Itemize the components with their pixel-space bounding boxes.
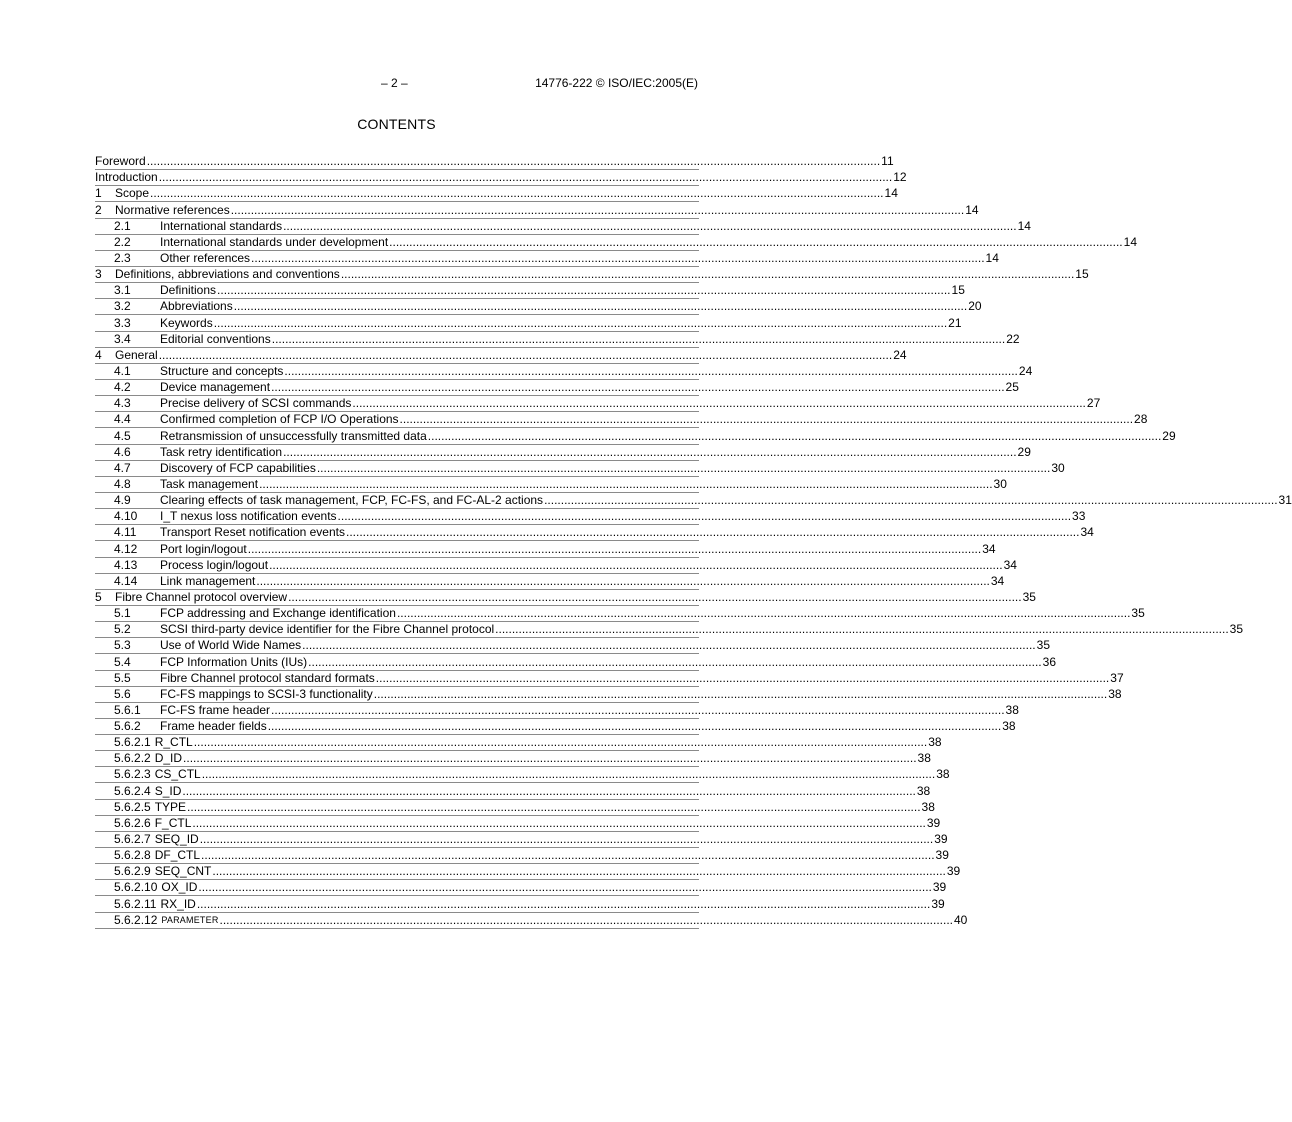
toc-entry-title: DF_CTL [154, 848, 201, 863]
toc-entry-number: 4.11 [114, 525, 137, 540]
toc-entry-title: Link management [160, 573, 256, 588]
toc-entry[interactable] [95, 234, 1137, 251]
dot-leader: ............................................................................................................................................................................................................................ [199, 832, 934, 847]
toc-entry-page: 34 [990, 573, 1005, 588]
toc-entry-title: Fibre Channel protocol overview [115, 589, 288, 604]
dot-leader: ............................................................................................................................................................................................................................ [219, 912, 953, 927]
dot-leader: ............................................................................................................................................................................................................................ [192, 815, 926, 830]
dot-leader: ............................................................................................................................................................................................................................ [396, 606, 1131, 621]
toc-entry-number: 4.6 [114, 444, 131, 459]
dot-leader: ............................................................................................................................................................................................................................ [158, 170, 893, 185]
dot-leader: ............................................................................................................................................................................................................................ [212, 864, 946, 879]
toc-entry-title: Task retry identification [160, 444, 283, 459]
toc-entry-page: 22 [1006, 331, 1020, 346]
toc-entry-number: 5.6.2.5 [114, 799, 151, 814]
toc-entry-number: 5.6.2.7 [114, 832, 151, 847]
toc-entry-title: Process login/logout [160, 557, 269, 572]
toc-entry-page: 30 [1051, 460, 1065, 475]
toc-entry-page: 38 [928, 735, 942, 750]
toc-entry-page: 29 [1017, 444, 1031, 459]
toc-entry-page: 30 [993, 476, 1007, 491]
toc-entry-title: FC-FS frame header [160, 702, 271, 717]
toc-entry[interactable] [95, 444, 1031, 461]
dot-leader: ............................................................................................................................................................................................................................ [399, 412, 1134, 427]
toc-entry[interactable] [95, 912, 968, 929]
toc-entry-number: 3.1 [114, 283, 131, 298]
dot-leader: ............................................................................................................................................................................................................................ [183, 751, 917, 766]
toc-entry-title: Introduction [95, 170, 158, 185]
dot-leader: ............................................................................................................................................................................................................................ [271, 331, 1006, 346]
toc-entry-number: 5.6.2.6 [114, 815, 151, 830]
toc-entry[interactable] [95, 250, 999, 267]
toc-entry[interactable] [95, 622, 1244, 638]
toc-entry[interactable] [95, 896, 945, 912]
toc-entry-number: 4.4 [114, 412, 131, 427]
toc-entry[interactable] [95, 638, 1050, 654]
toc-entry-number: 5.6.2.8 [114, 848, 151, 863]
toc-entry-page: 39 [946, 864, 961, 879]
dot-leader: ............................................................................................................................................................................................................................ [230, 202, 965, 217]
toc-entry-number: 5 [95, 589, 102, 604]
toc-entry[interactable] [95, 751, 931, 767]
toc-entry-page: 34 [982, 541, 996, 556]
toc-entry-page: 38 [1005, 702, 1019, 717]
toc-entry[interactable] [95, 476, 1007, 493]
toc-entry-page: 20 [968, 299, 982, 314]
toc-entry-number: 3.2 [114, 299, 131, 314]
toc-entry-number: 3.4 [114, 331, 131, 346]
toc-entry[interactable] [95, 702, 1019, 719]
toc-entry-number: 4.10 [114, 509, 138, 524]
toc-entry[interactable] [95, 815, 941, 832]
dot-leader: ............................................................................................................................................................................................................................ [389, 234, 1123, 249]
toc-entry-page: 37 [1110, 670, 1124, 685]
document-reference: 14776-222 © ISO/IEC:2005(E) [535, 76, 698, 90]
toc-entry-number: 5.4 [114, 654, 131, 669]
toc-entry[interactable] [95, 686, 1122, 703]
toc-entry-title: TYPE [154, 799, 187, 814]
toc-entry-title: Other references [160, 250, 251, 265]
toc-entry[interactable] [95, 864, 961, 880]
toc-entry[interactable] [95, 283, 965, 299]
toc-entry-title: D_ID [154, 751, 183, 766]
toc-entry-title: Confirmed completion of FCP I/O Operations [160, 412, 399, 427]
toc-entry-number: 4 [95, 347, 102, 362]
toc-entry[interactable] [95, 202, 979, 218]
toc-entry-page: 12 [893, 170, 907, 185]
toc-entry-page: 14 [884, 186, 898, 201]
toc-entry[interactable] [95, 412, 1148, 428]
dot-leader: ............................................................................................................................................................................................................................ [198, 880, 932, 895]
toc-entry-title: Use of World Wide Names [160, 638, 302, 653]
toc-entry[interactable] [95, 315, 962, 331]
toc-entry-page: 39 [935, 848, 949, 863]
toc-entry-page: 38 [916, 783, 931, 798]
dot-leader: ............................................................................................................................................................................................................................ [345, 525, 1080, 540]
page-number: – 2 – [381, 76, 408, 90]
toc-entry[interactable] [95, 557, 1017, 574]
toc-entry[interactable] [95, 218, 1031, 235]
toc-entry-title: SEQ_CNT [154, 864, 212, 879]
toc-entry-title: FC-FS mappings to SCSI-3 functionality [160, 686, 373, 701]
toc-entry-page: 35 [1036, 638, 1050, 653]
toc-entry-number: 1 [95, 186, 102, 201]
dot-leader: ............................................................................................................................................................................................................................ [233, 299, 968, 314]
dot-leader: ............................................................................................................................................................................................................................ [302, 638, 1036, 653]
toc-entry-page: 35 [1229, 622, 1244, 637]
toc-entry-title: Definitions, abbreviations and conventions [115, 267, 340, 282]
toc-entry-number: 5.6.1 [114, 702, 141, 717]
toc-entry[interactable] [95, 154, 894, 170]
toc-entry[interactable] [95, 428, 1176, 444]
toc-entry-title: Scope [115, 186, 150, 201]
toc-entry[interactable] [95, 331, 1020, 348]
dot-leader: ............................................................................................................................................................................................................................ [196, 896, 931, 911]
toc-entry-page: 38 [1108, 686, 1122, 701]
dot-leader: ............................................................................................................................................................................................................................ [308, 654, 1042, 669]
dot-leader: ............................................................................................................................................................................................................................ [283, 218, 1017, 233]
toc-entry-title: Foreword [95, 154, 146, 169]
toc-entry-page: 15 [951, 283, 965, 298]
dot-leader: ............................................................................................................................................................................................................................ [373, 686, 1108, 701]
toc-entry-number: 2.1 [114, 218, 131, 233]
toc-entry[interactable] [95, 832, 948, 848]
toc-entry-title: F_CTL [154, 815, 192, 830]
toc-entry-page: 14 [1017, 218, 1031, 233]
toc-entry-page: 40 [954, 912, 968, 927]
toc-entry-title: Discovery of FCP capabilities [160, 460, 316, 475]
toc-entry-page: 35 [1022, 589, 1036, 604]
dot-leader: ............................................................................................................................................................................................................................ [340, 267, 1075, 282]
toc-entry-title: Fibre Channel protocol standard formats [160, 670, 375, 685]
toc-entry[interactable] [95, 880, 947, 896]
dot-leader: ............................................................................................................................................................................................................................ [427, 428, 1162, 443]
toc-entry-title: SEQ_ID [154, 832, 199, 847]
toc-entry-page: 36 [1042, 654, 1056, 669]
toc-entry-number: 4.1 [114, 363, 131, 378]
toc-entry-number: 2.2 [114, 234, 131, 249]
toc-entry[interactable] [95, 670, 1124, 687]
dot-leader: ............................................................................................................................................................................................................................ [201, 848, 935, 863]
toc-entry-number: 5.6.2.4 [114, 783, 151, 798]
toc-entry-page: 24 [893, 347, 907, 362]
toc-entry-page: 38 [921, 799, 935, 814]
toc-entry-number: 5.5 [114, 670, 131, 685]
toc-entry-number: 2 [95, 202, 102, 217]
toc-entry-page: 39 [926, 815, 941, 830]
toc-entry-page: 34 [1080, 525, 1094, 540]
toc-entry-page: 29 [1162, 428, 1176, 443]
dot-leader: ............................................................................................................................................................................................................................ [193, 735, 928, 750]
toc-entry-page: 38 [1002, 719, 1016, 734]
toc-entry-number: 4.2 [114, 380, 131, 395]
toc-entry-number: 5.6.2.9 [114, 864, 151, 879]
toc-entry[interactable] [95, 783, 931, 799]
dot-leader: ............................................................................................................................................................................................................................ [271, 380, 1005, 395]
toc-entry[interactable] [95, 589, 1036, 606]
dot-leader: ............................................................................................................................................................................................................................ [495, 622, 1229, 637]
table-of-contents [95, 154, 1292, 929]
toc-entry-title: Definitions [160, 283, 217, 298]
toc-entry-title: CS_CTL [154, 767, 201, 782]
toc-entry-title: Port login/logout [160, 541, 247, 556]
toc-entry-page: 14 [985, 250, 999, 265]
toc-entry-number: 4.8 [114, 476, 131, 491]
dot-leader: ............................................................................................................................................................................................................................ [337, 509, 1072, 524]
toc-entry-page: 25 [1005, 380, 1019, 395]
page-title: CONTENTS [357, 116, 436, 132]
dot-leader: ............................................................................................................................................................................................................................ [544, 493, 1278, 508]
toc-entry-page: 33 [1072, 509, 1086, 524]
toc-entry[interactable] [95, 606, 1145, 622]
toc-entry[interactable] [95, 363, 1033, 380]
toc-entry-number: 4.3 [114, 396, 131, 411]
toc-entry-title: PARAMETER [161, 914, 219, 925]
toc-entry-title: Structure and concepts [160, 363, 284, 378]
dot-leader: ............................................................................................................................................................................................................................ [150, 186, 884, 201]
toc-entry-number: 5.6 [114, 686, 131, 701]
toc-entry-page: 28 [1134, 412, 1148, 427]
toc-entry-title: International standards under development [160, 234, 389, 249]
toc-entry[interactable] [95, 719, 1016, 735]
toc-entry[interactable] [95, 299, 982, 315]
toc-entry[interactable] [95, 573, 1005, 590]
toc-entry-page: 31 [1278, 493, 1292, 508]
toc-entry[interactable] [95, 525, 1094, 541]
toc-entry-number: 4.14 [114, 573, 138, 588]
toc-entry-page: 24 [1018, 363, 1033, 378]
dot-leader: ............................................................................................................................................................................................................................ [316, 460, 1051, 475]
toc-entry-title: RX_ID [160, 896, 196, 911]
toc-entry[interactable] [95, 493, 1292, 509]
toc-entry[interactable] [95, 396, 1101, 412]
dot-leader: ............................................................................................................................................................................................................................ [217, 283, 951, 298]
toc-entry-title: Normative references [115, 202, 230, 217]
toc-entry-title: General [115, 347, 158, 362]
toc-entry[interactable] [95, 767, 950, 783]
toc-entry-title: FCP addressing and Exchange identification [160, 606, 396, 621]
toc-entry-title: Task management [160, 476, 259, 491]
dot-leader: ............................................................................................................................................................................................................................ [247, 541, 982, 556]
toc-entry-number: 4.12 [114, 541, 138, 556]
toc-entry-number: 5.6.2.10 [114, 880, 158, 895]
toc-entry[interactable] [95, 654, 1056, 670]
toc-entry-title: OX_ID [161, 880, 198, 895]
toc-entry-title: Precise delivery of SCSI commands [160, 396, 352, 411]
dot-leader: ............................................................................................................................................................................................................................ [256, 573, 990, 588]
toc-entry[interactable] [95, 509, 1086, 525]
toc-entry-number: 5.2 [114, 622, 131, 637]
toc-entry-title: I_T nexus loss notification events [160, 509, 337, 524]
toc-entry-number: 5.6.2.11 [114, 896, 157, 911]
dot-leader: ............................................................................................................................................................................................................................ [146, 154, 881, 169]
toc-entry-number: 4.13 [114, 557, 138, 572]
toc-entry[interactable] [95, 735, 942, 751]
toc-entry-title: SCSI third-party device identifier for the Fibre Channel protocol [160, 622, 495, 637]
dot-leader: ............................................................................................................................................................................................................................ [284, 363, 1018, 378]
dot-leader: ............................................................................................................................................................................................................................ [283, 444, 1017, 459]
toc-entry-number: 3.3 [114, 315, 131, 330]
toc-entry-number: 5.3 [114, 638, 131, 653]
toc-entry-title: Keywords [160, 315, 213, 330]
toc-entry-page: 38 [917, 751, 931, 766]
dot-leader: ............................................................................................................................................................................................................................ [187, 799, 921, 814]
dot-leader: ............................................................................................................................................................................................................................ [375, 670, 1110, 685]
dot-leader: ............................................................................................................................................................................................................................ [158, 347, 893, 362]
toc-entry-number: 4.5 [114, 428, 131, 443]
toc-entry-page: 27 [1086, 396, 1101, 411]
toc-entry-number: 5.6.2.3 [114, 767, 151, 782]
toc-entry-page: 38 [936, 767, 950, 782]
toc-entry-page: 14 [965, 202, 979, 217]
toc-entry-number: 5.1 [114, 606, 131, 621]
dot-leader: ............................................................................................................................................................................................................................ [251, 250, 985, 265]
toc-entry-title: R_CTL [154, 735, 193, 750]
toc-entry[interactable] [95, 541, 996, 557]
toc-entry-page: 34 [1003, 557, 1017, 572]
dot-leader: ............................................................................................................................................................................................................................ [271, 702, 1005, 717]
toc-entry[interactable] [95, 799, 935, 816]
dot-leader: ............................................................................................................................................................................................................................ [213, 315, 948, 330]
toc-entry[interactable] [95, 347, 907, 364]
dot-leader: ............................................................................................................................................................................................................................ [267, 719, 1002, 734]
page-header [0, 76, 793, 94]
toc-entry-page: 39 [934, 832, 948, 847]
toc-entry-number: 5.6.2.2 [114, 751, 151, 766]
toc-entry-number: 5.6.2.1 [114, 735, 151, 750]
toc-entry-title: Transport Reset notification events [160, 525, 345, 540]
toc-entry-title: International standards [160, 218, 283, 233]
toc-entry-number: 2.3 [114, 250, 131, 265]
toc-entry-number: 3 [95, 267, 102, 282]
dot-leader: ............................................................................................................................................................................................................................ [259, 476, 993, 491]
toc-entry-title: Clearing effects of task management, FCP, FC-FS, and FC-AL-2 actions [160, 493, 544, 508]
toc-entry-title: Editorial conventions [160, 331, 271, 346]
toc-entry-title: FCP Information Units (IUs) [160, 654, 308, 669]
dot-leader: ............................................................................................................................................................................................................................ [269, 557, 1003, 572]
toc-entry-page: 15 [1075, 267, 1089, 282]
dot-leader: ............................................................................................................................................................................................................................ [352, 396, 1086, 411]
toc-entry-page: 14 [1123, 234, 1137, 249]
toc-entry-number: 5.6.2.12 [114, 912, 158, 927]
toc-entry[interactable] [95, 186, 898, 202]
toc-entry-number: 4.9 [114, 493, 131, 508]
toc-entry[interactable] [95, 170, 907, 186]
toc-entry-title: Frame header fields [160, 719, 267, 734]
toc-entry-page: 39 [931, 896, 945, 911]
toc-entry-number: 5.6.2 [114, 719, 141, 734]
toc-entry-page: 11 [881, 154, 894, 169]
toc-entry-page: 21 [948, 315, 962, 330]
dot-leader: ............................................................................................................................................................................................................................ [288, 589, 1022, 604]
dot-leader: ............................................................................................................................................................................................................................ [201, 767, 936, 782]
toc-entry-title: Device management [160, 380, 271, 395]
toc-entry-title: Abbreviations [160, 299, 233, 314]
toc-entry[interactable] [95, 848, 949, 864]
toc-entry-title: S_ID [154, 783, 182, 798]
toc-entry[interactable] [95, 380, 1019, 396]
toc-entry-page: 39 [932, 880, 947, 895]
toc-entry[interactable] [95, 267, 1089, 283]
toc-entry-title: Retransmission of unsuccessfully transmitted data [160, 428, 427, 443]
toc-entry-number: 4.7 [114, 460, 131, 475]
toc-entry-page: 35 [1131, 606, 1145, 621]
dot-leader: ............................................................................................................................................................................................................................ [182, 783, 916, 798]
toc-entry[interactable] [95, 460, 1065, 477]
